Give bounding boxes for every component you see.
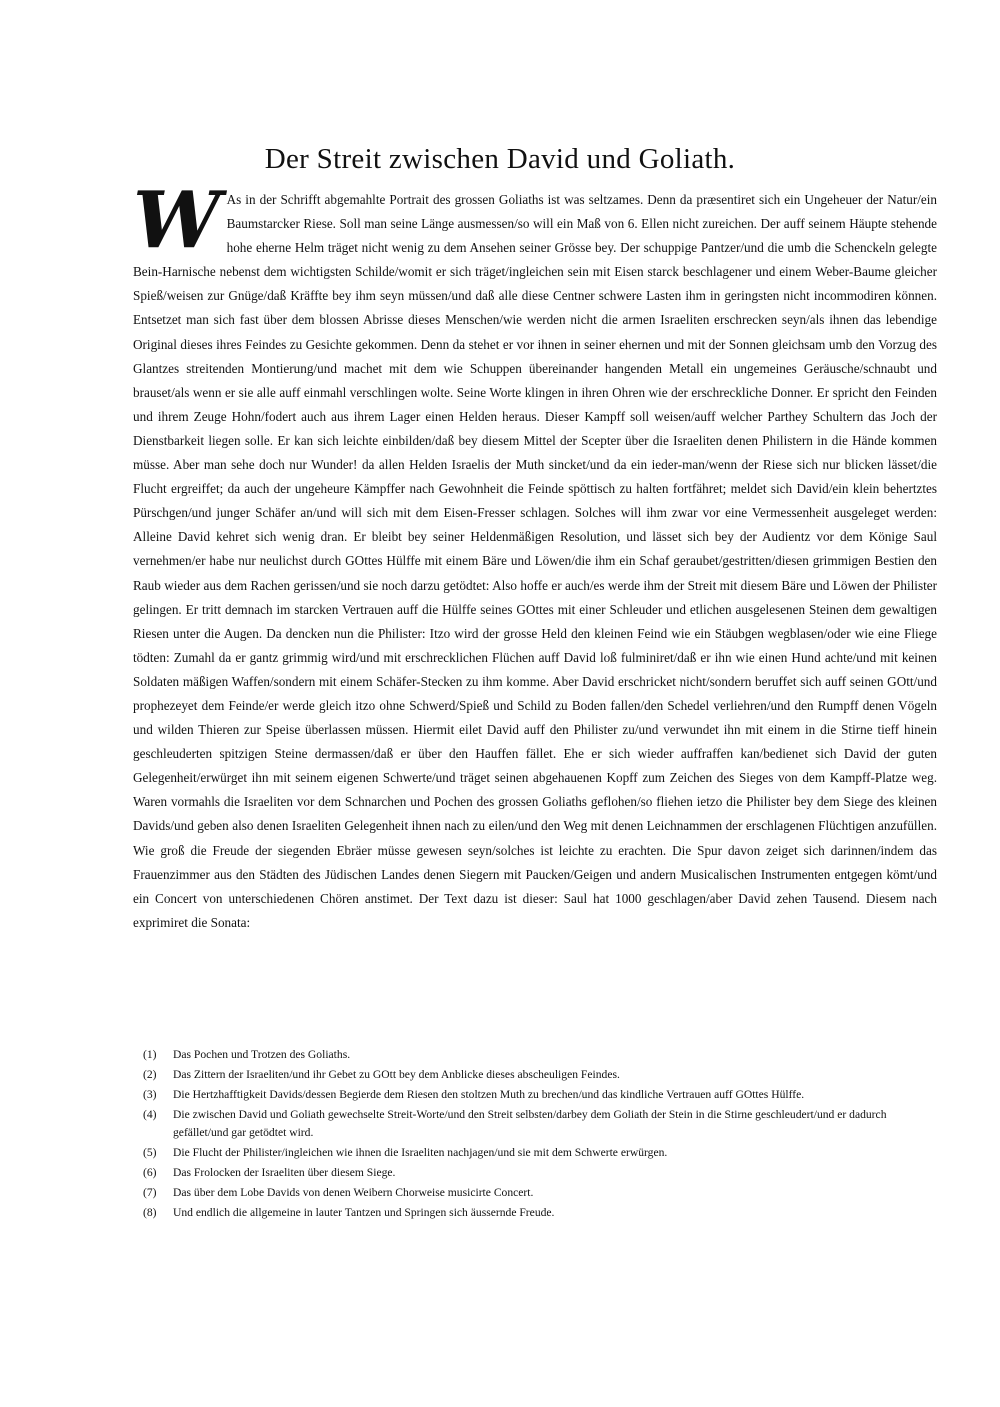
list-item-text: Und endlich die allgemeine in lauter Tantzen und Springen sich äussernde Freude. <box>173 1206 555 1219</box>
list-item-number: (5) <box>143 1146 157 1159</box>
drop-cap-initial: W <box>133 175 221 266</box>
body-paragraph <box>133 175 937 935</box>
list-item <box>143 1066 933 1084</box>
list-item-number: (1) <box>143 1048 157 1061</box>
list-item-text: Die Flucht der Philister/ingleichen wie ihnen die Israeliten nachjagen/und sie mit dem Schwerte erwürgen. <box>173 1146 668 1159</box>
list-item-text: Das Pochen und Trotzen des Goliaths. <box>173 1048 351 1061</box>
list-item-number: (6) <box>143 1166 157 1179</box>
list-item <box>143 1144 933 1162</box>
list-item-text: Das über dem Lobe Davids von denen Weibern Chorweise musicirte Concert. <box>173 1186 534 1199</box>
list-item-text: Die Hertzhafftigkeit Davids/dessen Begierde dem Riesen den stoltzen Muth zu brechen/und das kindliche Vertrauen auff GOttes Hülffe. <box>173 1088 805 1101</box>
list-item <box>143 1046 933 1064</box>
list-item-text: Das Frolocken der Israeliten über diesem Siege. <box>173 1166 396 1179</box>
list-item-number: (7) <box>143 1186 157 1199</box>
list-item-number: (3) <box>143 1088 157 1101</box>
list-item-number: (8) <box>143 1206 157 1219</box>
list-item-text: Das Zittern der Israeliten/und ihr Gebet zu GOtt bey dem Anblicke dieses abscheuligen Feindes. <box>173 1068 620 1081</box>
list-item <box>143 1204 933 1222</box>
list-item <box>143 1086 933 1104</box>
list-item-number: (4) <box>143 1108 157 1121</box>
list-item <box>143 1184 933 1202</box>
body-text: As in der Schrifft abgemahlte Portrait des grossen Goliaths ist was seltzames. Denn da præsentiret sich ein Ungeheuer der Natur/ein Baumstarcker Riese. Soll man seine Länge ausmessen/so will ein Maß von 6. Ellen nicht zureichen. Der auff seinem Häupte stehende hohe eherne Helm träget nicht wenig zu dem Ansehen seiner Grösse bey. Der schuppige Pantzer/und die umb die Schenckeln gelegte Bein-Harnische nebenst dem wichtigsten Schilde/womit er sich träget/ingleichen sein mit Eisen starck beschlagener und einem Weber-Baume gleicher Spieß/weisen zur Gnüge/daß Kräffte bey ihm seyn müssen/und daß alle diese Centner schwere Lasten ihm in geringsten nicht incommodiren können. Entsetzet man sich fast über dem blossen Abrisse dieses Menschen/wie werden nicht die armen Israeliten erschrecken seyn/als ihnen das lebendige Original dieses ihres Feindes zu Gesichte gekommen. Denn da stehet er vor ihnen in seiner ehernen und mit der Sonnen gleichsam umb den Vorzug des Glantzes streitenden Montierung/und machet mit dem wie Schuppen übereinander hangenden Metall ein ungemeines Geräusche/schnaubt und brauset/als wenn er sie alle auff einmahl verschlingen wolte. Seine Worte klingen in ihren Ohren wie der erschreckliche Donner. Er spricht den Feinden und ihrem Zeuge Hohn/fodert auch aus ihrem Lager einen Helden heraus. Dieser Kampff soll weisen/auff welcher Parthey Schultern das Joch der Dienstbarkeit liegen solle. Er kan sich leichte einbilden/daß bey diesem Mittel der Scepter über die Israeliten denen Philistern in die Hände kommen müsse. Aber man sehe doch nur Wunder! da allen Helden Israelis der Muth sincket/und da ein ieder-man/wenn der Riese sich nur blicken lässet/die Flucht ergreiffet; da auch der ungeheure Kämpffer nach Gewohnheit die Feinde spöttisch zu halten fortfähret; meldet sich David/ein klein behertztes Pürschgen/und junger Schäfer an/und will sich mit dem Eisen-Fresser schlagen. Solches will ihm zwar vor eine Vermessenheit ausgeleget werden: Alleine David kehret sich wenig dran. Er bleibt bey seiner Heldenmäßigen Resolution, und lässet sich bey der Audientz vor dem Könige Saul vernehmen/er habe nur neulichst durch GOttes Hülffe mit einem Bäre und Löwen/die ihm ein Schaf geraubet/gestritten/diesen grimmigen Bestien den Raub wieder aus dem Rachen gerissen/und sie noch darzu getödtet: Also hoffe er auch/es werde ihm der Streit mit diesem Bäre und Löwen der Philister gelingen. Er tritt demnach im starcken Vertrauen auff die Hülffe seines GOttes mit einer Schleuder und etlichen ausgelesenen Steinen dem gewaltigen Riesen unter die Augen. Da dencken nun die Philister: Itzo wird der grosse Held den kleinen Feind wie ein Stäubgen wegblasen/oder wie eine Fliege tödten: Zumahl da er gantz grimmig wird/und mit erschrecklichen Flüchen auff David loß fulminiret/daß er ihn wie einen Hund achte/und mit keinen Soldaten mäßigen Waffen/sondern mit einem Schäfer-Stecken zu ihm komme. Aber David erschricket nicht/sondern beruffet sich auff seinen GOtt/und prophezeyet dem Feinde/er werde gleich itzo ohne Schwerd/Spieß und Schild zu Boden fallen/den Schedel verliehren/und den Rumpff denen Vögeln und wilden Thieren zur Speise überlassen müssen. Hiermit eilet David auff den Philister zu/und verwundet ihn mit einem in die Stirne tieff hinein geschleuderten spitzigen Steine dermassen/daß er über den Hauffen fället. Ehe er sich wieder auffraffen kan/bedienet sich David der guten Gelegenheit/erwürget ihn mit seinem eigenen Schwerte/und träget seinen abgehauenen Kopff zum Zeichen des Sieges von dem Kampff-Platze weg. Waren vormahls die Israeliten vor dem Schnarchen und Pochen des grossen Goliaths geflohen/so fliehen ietzo die Philister bey dem Siege des kleinen Davids/und geben also denen Israeliten Gelegenheit ihnen nach zu eilen/und den Weg mit denen Leichnammen der erschlagenen Flüchtigen anzufüllen. Wie groß die Freude der siegenden Ebräer müsse gewesen seyn/solches ist leichte zu erachten. Die Spur davon zeiget sich darinnen/indem das Frauenzimmer aus den Städten des Jüdischen Landes denen Siegern mit Paucken/Geigen und andern Musicalischen Instrumenten entgegen kömt/und ein Concert von unterschiedenen Chören anstimet. Der Text dazu ist dieser: Saul hat 1000 geschlagen/aber David zehen Tausend. Diesem nach exprimiret die Sonata: <box>133 192 937 930</box>
list-item-text: Die zwischen David und Goliath gewechselte Streit-Worte/und den Streit selbsten/darbey dem Goliath der Stein in die Stirne geschleudert/und er dadurch gefället/und gar getödtet wird. <box>173 1108 887 1139</box>
list-item-number: (2) <box>143 1068 157 1081</box>
page-title: Der Streit zwischen David und Goliath. <box>264 143 736 175</box>
sonata-movements-list <box>143 1046 933 1224</box>
list-item <box>143 1106 933 1142</box>
list-item <box>143 1164 933 1182</box>
